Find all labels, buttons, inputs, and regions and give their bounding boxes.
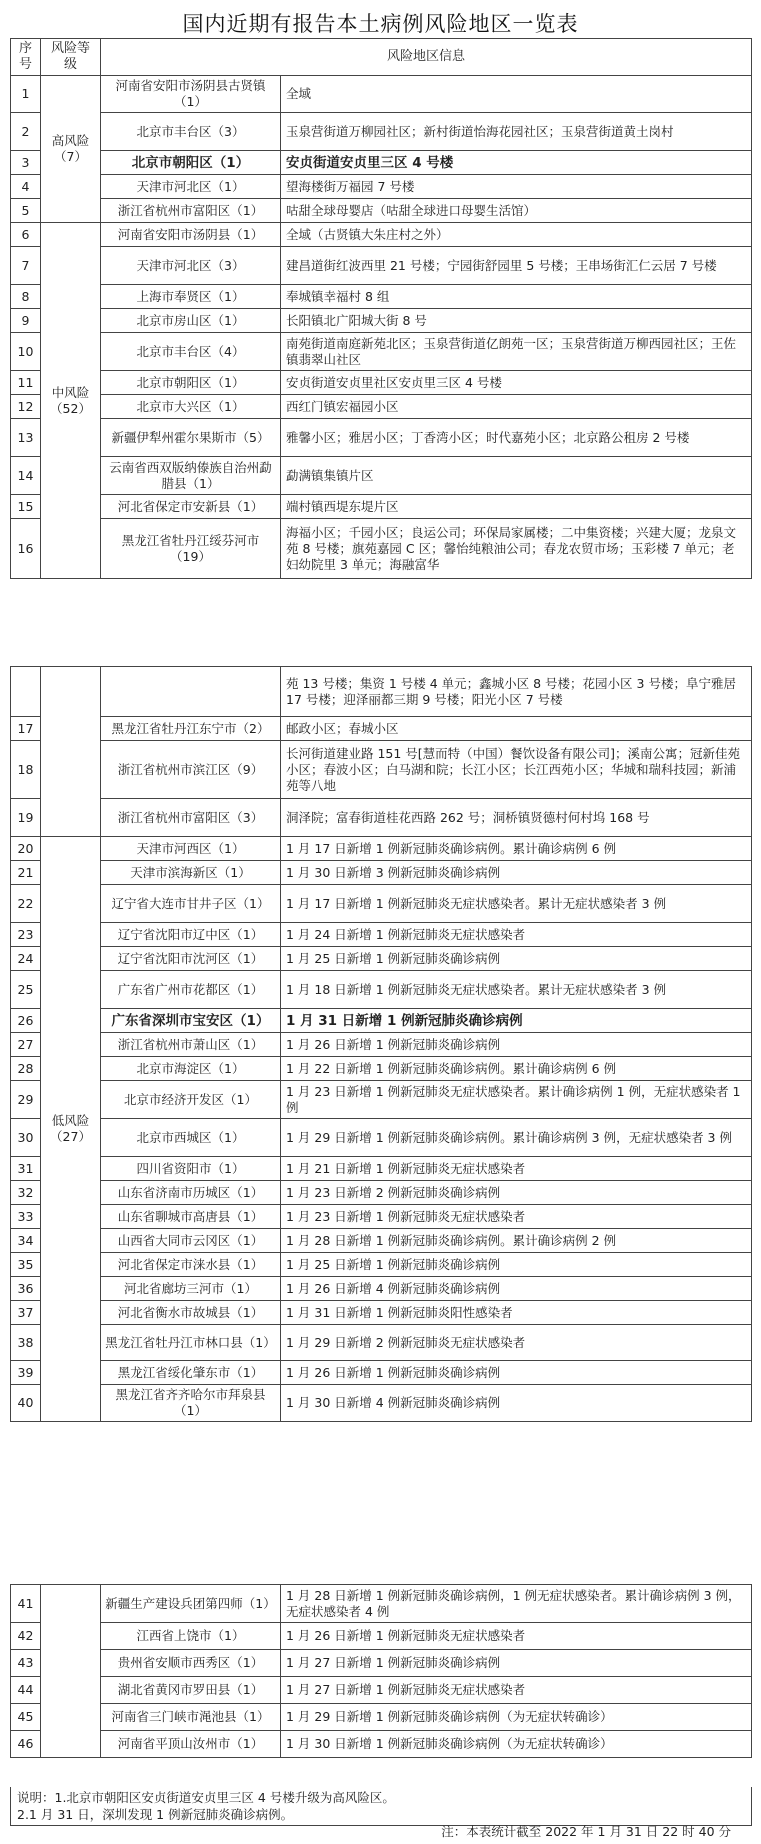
row-info: 建昌道街红波西里 21 号楼；宁园街舒园里 5 号楼；王串场街汇仁云居 7 号楼 xyxy=(281,247,752,285)
row-seq: 5 xyxy=(11,199,41,223)
row-seq: 41 xyxy=(11,1585,41,1623)
row-area: 辽宁省沈阳市辽中区（1） xyxy=(101,923,281,947)
row-seq xyxy=(11,667,41,717)
row-seq: 43 xyxy=(11,1650,41,1677)
table-row xyxy=(11,885,752,923)
row-seq: 19 xyxy=(11,799,41,837)
row-area: 辽宁省沈阳市沈河区（1） xyxy=(101,947,281,971)
page-title: 国内近期有报告本土病例风险地区一览表 xyxy=(182,12,579,36)
row-seq: 42 xyxy=(11,1623,41,1650)
level-high: 高风险（7） xyxy=(41,76,101,223)
table-row xyxy=(11,1157,752,1181)
row-seq: 17 xyxy=(11,717,41,741)
row-info: 海福小区；千园小区；良运公司；环保局家属楼；二中集资楼；兴建大厦；龙泉文苑 8 号楼；旗苑嘉园 C 区；馨怡纯粮油公司；春龙农贸市场；玉彩楼 7 单元；老妇幼院里 3 单元；海融富华 xyxy=(281,519,752,579)
table-row xyxy=(11,923,752,947)
row-info: 安贞街道安贞里三区 4 号楼 xyxy=(281,151,752,175)
table-row xyxy=(11,309,752,333)
row-info: 雅馨小区；雅居小区；丁香湾小区；时代嘉苑小区；北京路公租房 2 号楼 xyxy=(281,419,752,457)
table-row xyxy=(11,371,752,395)
row-area: 广东省深圳市宝安区（1） xyxy=(101,1009,281,1033)
row-area: 上海市奉贤区（1） xyxy=(101,285,281,309)
row-seq: 34 xyxy=(11,1229,41,1253)
row-info: 1 月 31 日新增 1 例新冠肺炎确诊病例 xyxy=(281,1009,752,1033)
row-seq: 14 xyxy=(11,457,41,495)
row-seq: 6 xyxy=(11,223,41,247)
stat-footnote: 注：本表统计截至 2022 年 1 月 31 日 22 时 40 分 xyxy=(441,1824,731,1839)
row-info: 1 月 30 日新增 4 例新冠肺炎确诊病例 xyxy=(281,1385,752,1422)
level-low-cont xyxy=(41,1585,101,1758)
table-row xyxy=(11,1585,752,1623)
table-row xyxy=(11,799,752,837)
row-seq: 2 xyxy=(11,113,41,151)
row-area: 黑龙江省绥化肇东市（1） xyxy=(101,1361,281,1385)
row-info: 1 月 24 日新增 1 例新冠肺炎无症状感染者 xyxy=(281,923,752,947)
table-row xyxy=(11,1229,752,1253)
table-row xyxy=(11,1205,752,1229)
row-seq: 33 xyxy=(11,1205,41,1229)
row-seq: 15 xyxy=(11,495,41,519)
table-row xyxy=(11,457,752,495)
row-seq: 35 xyxy=(11,1253,41,1277)
row-area: 黑龙江省齐齐哈尔市拜泉县（1） xyxy=(101,1385,281,1422)
row-area: 天津市河北区（3） xyxy=(101,247,281,285)
row-area: 河南省安阳市汤阴县古贤镇（1） xyxy=(101,76,281,113)
row-info: 1 月 23 日新增 1 例新冠肺炎无症状感染者。累计确诊病例 1 例，无症状感染者 1 例 xyxy=(281,1081,752,1119)
row-area: 辽宁省大连市甘井子区（1） xyxy=(101,885,281,923)
table-row xyxy=(11,495,752,519)
risk-table-page-3 xyxy=(10,1584,752,1758)
table-row xyxy=(11,1253,752,1277)
row-seq: 16 xyxy=(11,519,41,579)
header-seq: 序号 xyxy=(11,39,41,76)
risk-table-page-1 xyxy=(10,38,752,579)
table-row xyxy=(11,667,752,717)
risk-table-page-2 xyxy=(10,666,752,1422)
table-header-row xyxy=(11,39,752,76)
table-row xyxy=(11,1361,752,1385)
row-info: 玉泉营街道万柳园社区；新村街道怡海花园社区；玉泉营街道黄土岗村 xyxy=(281,113,752,151)
row-info: 1 月 30 日新增 1 例新冠肺炎确诊病例（为无症状转确诊） xyxy=(281,1731,752,1758)
row-seq: 46 xyxy=(11,1731,41,1758)
row-area: 河南省安阳市汤阴县（1） xyxy=(101,223,281,247)
row-area: 北京市经济开发区（1） xyxy=(101,1081,281,1119)
row-seq: 39 xyxy=(11,1361,41,1385)
row-area: 江西省上饶市（1） xyxy=(101,1623,281,1650)
table-row xyxy=(11,1033,752,1057)
row-info: 1 月 29 日新增 1 例新冠肺炎确诊病例。累计确诊病例 3 例，无症状感染者 3 例 xyxy=(281,1119,752,1157)
table-row xyxy=(11,1119,752,1157)
row-area: 天津市滨海新区（1） xyxy=(101,861,281,885)
row-area: 贵州省安顺市西秀区（1） xyxy=(101,1650,281,1677)
row-seq: 12 xyxy=(11,395,41,419)
row-area: 山东省济南市历城区（1） xyxy=(101,1181,281,1205)
table-row xyxy=(11,113,752,151)
row-seq: 31 xyxy=(11,1157,41,1181)
table-row xyxy=(11,1677,752,1704)
row-info: 南苑街道南庭新苑北区；玉泉营街道亿朗苑一区；玉泉营街道万柳西园社区；王佐镇翡翠山社区 xyxy=(281,333,752,371)
level-medium-cont xyxy=(41,667,101,837)
row-info: 1 月 25 日新增 1 例新冠肺炎确诊病例 xyxy=(281,1253,752,1277)
row-info: 端村镇西堤东堤片区 xyxy=(281,495,752,519)
table-row xyxy=(11,175,752,199)
row-info: 1 月 26 日新增 4 例新冠肺炎确诊病例 xyxy=(281,1277,752,1301)
table-row xyxy=(11,395,752,419)
row-info: 1 月 23 日新增 2 例新冠肺炎确诊病例 xyxy=(281,1181,752,1205)
row-seq: 30 xyxy=(11,1119,41,1157)
row-info: 全域 xyxy=(281,76,752,113)
row-info: 1 月 28 日新增 1 例新冠肺炎确诊病例。累计确诊病例 2 例 xyxy=(281,1229,752,1253)
table-row xyxy=(11,717,752,741)
row-info: 1 月 22 日新增 1 例新冠肺炎确诊病例。累计确诊病例 6 例 xyxy=(281,1057,752,1081)
row-seq: 10 xyxy=(11,333,41,371)
row-seq: 22 xyxy=(11,885,41,923)
table-row xyxy=(11,1081,752,1119)
row-info: 邮政小区；春城小区 xyxy=(281,717,752,741)
table-row xyxy=(11,1277,752,1301)
row-area: 河北省保定市涞水县（1） xyxy=(101,1253,281,1277)
table-row xyxy=(11,223,752,247)
table-row xyxy=(11,1057,752,1081)
row-area: 河南省平顶山汝州市（1） xyxy=(101,1731,281,1758)
table-row xyxy=(11,1181,752,1205)
row-seq: 37 xyxy=(11,1301,41,1325)
row-info: 1 月 23 日新增 1 例新冠肺炎无症状感染者 xyxy=(281,1205,752,1229)
table-row xyxy=(11,1650,752,1677)
row-info: 1 月 29 日新增 2 例新冠肺炎无症状感染者 xyxy=(281,1325,752,1361)
table-row xyxy=(11,837,752,861)
row-info: 西红门镇宏福园小区 xyxy=(281,395,752,419)
row-seq: 38 xyxy=(11,1325,41,1361)
row-area: 浙江省杭州市富阳区（1） xyxy=(101,199,281,223)
row-area: 黑龙江省牡丹江绥芬河市（19） xyxy=(101,519,281,579)
row-info: 1 月 17 日新增 1 例新冠肺炎确诊病例。累计确诊病例 6 例 xyxy=(281,837,752,861)
row-info: 长阳镇北广阳城大街 8 号 xyxy=(281,309,752,333)
row-area: 山西省大同市云冈区（1） xyxy=(101,1229,281,1253)
row-area: 浙江省杭州市萧山区（1） xyxy=(101,1033,281,1057)
table-row xyxy=(11,151,752,175)
row-area: 广东省广州市花都区（1） xyxy=(101,971,281,1009)
row-info: 1 月 21 日新增 1 例新冠肺炎无症状感染者 xyxy=(281,1157,752,1181)
table-row xyxy=(11,971,752,1009)
table-row xyxy=(11,1301,752,1325)
row-seq: 23 xyxy=(11,923,41,947)
row-seq: 29 xyxy=(11,1081,41,1119)
row-info: 1 月 27 日新增 1 例新冠肺炎无症状感染者 xyxy=(281,1677,752,1704)
row-info: 1 月 26 日新增 1 例新冠肺炎无症状感染者 xyxy=(281,1623,752,1650)
row-info: 1 月 18 日新增 1 例新冠肺炎无症状感染者。累计无症状感染者 3 例 xyxy=(281,971,752,1009)
row-area: 河南省三门峡市渑池县（1） xyxy=(101,1704,281,1731)
row-area: 北京市海淀区（1） xyxy=(101,1057,281,1081)
row-info: 洞泽院；富春街道桂花西路 262 号；洞桥镇贤德村何村坞 168 号 xyxy=(281,799,752,837)
row-area: 新疆生产建设兵团第四师（1） xyxy=(101,1585,281,1623)
table-row xyxy=(11,1385,752,1422)
table-row xyxy=(11,419,752,457)
row-seq: 21 xyxy=(11,861,41,885)
row-seq: 4 xyxy=(11,175,41,199)
row-seq: 24 xyxy=(11,947,41,971)
notes xyxy=(10,1787,752,1826)
row-area: 山东省聊城市高唐县（1） xyxy=(101,1205,281,1229)
level-medium: 中风险（52） xyxy=(41,223,101,579)
row-seq: 7 xyxy=(11,247,41,285)
row-area: 黑龙江省牡丹江市林口县（1） xyxy=(101,1325,281,1361)
row-seq: 3 xyxy=(11,151,41,175)
table-row xyxy=(11,285,752,309)
row-seq: 40 xyxy=(11,1385,41,1422)
table-row xyxy=(11,1704,752,1731)
row-info: 咕甜全球母婴店（咕甜全球进口母婴生活馆） xyxy=(281,199,752,223)
row-info: 1 月 17 日新增 1 例新冠肺炎无症状感染者。累计无症状感染者 3 例 xyxy=(281,885,752,923)
row-info: 勐满镇集镇片区 xyxy=(281,457,752,495)
row-area: 河北省衡水市故城县（1） xyxy=(101,1301,281,1325)
note-1: 说明：1.北京市朝阳区安贞街道安贞里三区 4 号楼升级为高风险区。 xyxy=(17,1790,395,1805)
row-area: 新疆伊犁州霍尔果斯市（5） xyxy=(101,419,281,457)
row-info: 1 月 27 日新增 1 例新冠肺炎确诊病例 xyxy=(281,1650,752,1677)
row-seq: 44 xyxy=(11,1677,41,1704)
row-info: 1 月 26 日新增 1 例新冠肺炎确诊病例 xyxy=(281,1033,752,1057)
table-row xyxy=(11,247,752,285)
row-area: 天津市河北区（1） xyxy=(101,175,281,199)
row-info: 望海楼街万福园 7 号楼 xyxy=(281,175,752,199)
table-row xyxy=(11,741,752,799)
table-row xyxy=(11,1009,752,1033)
row-seq: 36 xyxy=(11,1277,41,1301)
row-info: 长河街道建业路 151 号[慧而特（中国）餐饮设备有限公司]；溪南公寓；冠新佳苑小区；春波小区；白马湖和院；长江小区；长江西苑小区；华城和瑞科技园；新浦苑等八地 xyxy=(281,741,752,799)
row-area: 天津市河西区（1） xyxy=(101,837,281,861)
header-level: 风险等级 xyxy=(41,39,101,76)
row-seq: 9 xyxy=(11,309,41,333)
row-area: 四川省资阳市（1） xyxy=(101,1157,281,1181)
row-area: 北京市丰台区（4） xyxy=(101,333,281,371)
row-info: 1 月 25 日新增 1 例新冠肺炎确诊病例 xyxy=(281,947,752,971)
table-row xyxy=(11,1325,752,1361)
table-row xyxy=(11,1623,752,1650)
row-area: 湖北省黄冈市罗田县（1） xyxy=(101,1677,281,1704)
row-area: 浙江省杭州市滨江区（9） xyxy=(101,741,281,799)
row-area: 北京市朝阳区（1） xyxy=(101,151,281,175)
row-seq: 8 xyxy=(11,285,41,309)
row-info: 1 月 31 日新增 1 例新冠肺炎阳性感染者 xyxy=(281,1301,752,1325)
row-area: 北京市朝阳区（1） xyxy=(101,371,281,395)
row-info: 1 月 30 日新增 3 例新冠肺炎确诊病例 xyxy=(281,861,752,885)
row-seq: 28 xyxy=(11,1057,41,1081)
table-row xyxy=(11,519,752,579)
row-area xyxy=(101,667,281,717)
row-info: 1 月 28 日新增 1 例新冠肺炎确诊病例，1 例无症状感染者。累计确诊病例 3 例，无症状感染者 4 例 xyxy=(281,1585,752,1623)
row-info: 奉城镇幸福村 8 组 xyxy=(281,285,752,309)
row-area: 黑龙江省牡丹江东宁市（2） xyxy=(101,717,281,741)
row-seq: 26 xyxy=(11,1009,41,1033)
note-2: 2.1 月 31 日，深圳发现 1 例新冠肺炎确诊病例。 xyxy=(17,1807,294,1822)
table-row xyxy=(11,199,752,223)
row-info: 苑 13 号楼；集资 1 号楼 4 单元；鑫城小区 8 号楼；花园小区 3 号楼；阜宁雅居 17 号楼；迎泽丽都三期 9 号楼；阳光小区 7 号楼 xyxy=(281,667,752,717)
row-seq: 25 xyxy=(11,971,41,1009)
table-row xyxy=(11,861,752,885)
row-seq: 18 xyxy=(11,741,41,799)
table-row xyxy=(11,333,752,371)
row-area: 河北省廊坊三河市（1） xyxy=(101,1277,281,1301)
row-seq: 1 xyxy=(11,76,41,113)
table-row xyxy=(11,76,752,113)
header-info: 风险地区信息 xyxy=(101,39,752,76)
row-area: 北京市西城区（1） xyxy=(101,1119,281,1157)
row-seq: 32 xyxy=(11,1181,41,1205)
row-info: 1 月 29 日新增 1 例新冠肺炎确诊病例（为无症状转确诊） xyxy=(281,1704,752,1731)
row-seq: 27 xyxy=(11,1033,41,1057)
table-row xyxy=(11,1731,752,1758)
row-area: 浙江省杭州市富阳区（3） xyxy=(101,799,281,837)
level-low: 低风险（27） xyxy=(41,837,101,1422)
row-area: 河北省保定市安新县（1） xyxy=(101,495,281,519)
row-area: 云南省西双版纳傣族自治州勐腊县（1） xyxy=(101,457,281,495)
row-seq: 13 xyxy=(11,419,41,457)
row-seq: 11 xyxy=(11,371,41,395)
row-seq: 45 xyxy=(11,1704,41,1731)
row-area: 北京市房山区（1） xyxy=(101,309,281,333)
row-info: 安贞街道安贞里社区安贞里三区 4 号楼 xyxy=(281,371,752,395)
row-seq: 20 xyxy=(11,837,41,861)
row-info: 全域（古贤镇大朱庄村之外） xyxy=(281,223,752,247)
row-info: 1 月 26 日新增 1 例新冠肺炎确诊病例 xyxy=(281,1361,752,1385)
row-area: 北京市丰台区（3） xyxy=(101,113,281,151)
row-area: 北京市大兴区（1） xyxy=(101,395,281,419)
table-row xyxy=(11,947,752,971)
